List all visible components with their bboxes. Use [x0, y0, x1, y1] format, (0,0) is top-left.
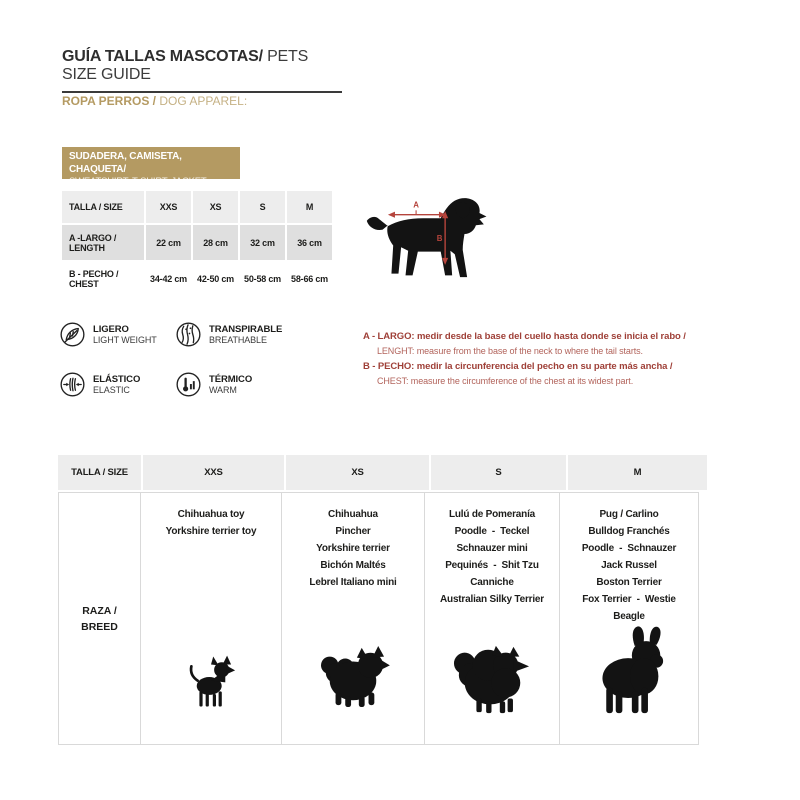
page-title — [62, 48, 342, 93]
breathable-icon — [176, 322, 201, 347]
size-table-cell: 42-50 cm — [193, 262, 238, 296]
note-a-es: A - LARGO: medir desde la base del cuello hasta donde se inicia el rabo / — [363, 331, 686, 342]
elastic-icon — [60, 372, 85, 397]
breed-header-cell: XXS — [143, 455, 284, 490]
feature-label-es: TRANSPIRABLE — [209, 323, 283, 335]
subtitle-en: DOG APPAREL: — [159, 94, 248, 108]
breed-name: Beagle — [613, 611, 645, 622]
breed-name: Lulú de Pomeranía — [448, 509, 536, 520]
size-table-cell: 58-66 cm — [287, 262, 332, 296]
breed-name: Yorkshire terrier — [316, 543, 390, 554]
size-table-row-label: A -LARGO / LENGTH — [62, 225, 144, 260]
breed-name: Bulldog Franchés — [588, 526, 670, 537]
breed-name: Australian Silky Terrier — [440, 594, 544, 605]
breed-cell-s — [425, 492, 560, 745]
note-b-es: B - PECHO: medir la circunferencia del pecho en su parte más ancha / — [363, 361, 673, 372]
breed-name: Yorkshire terrier toy — [165, 526, 257, 537]
french-bulldog-silhouette — [588, 625, 670, 716]
breed-name: Pincher — [335, 526, 371, 537]
feature-label-en: WARM — [209, 384, 237, 395]
breed-table-header — [58, 455, 699, 490]
size-table-header-cell: XXS — [146, 191, 191, 223]
feature-label-en: LIGHT WEIGHT — [93, 334, 157, 345]
breed-row-label: RAZA / BREED — [58, 492, 141, 745]
feature-label-en: BREATHABLE — [209, 334, 267, 345]
breed-name: Poodle - Schnauzer — [581, 543, 677, 554]
feather-icon — [60, 322, 85, 347]
size-table-cell: 50-58 cm — [240, 262, 285, 296]
breed-name: Lebrel Italiano mini — [309, 577, 397, 588]
page-title-es: GUÍA TALLAS MASCOTAS/ — [62, 48, 263, 65]
category-es: SUDADERA, CAMISETA, CHAQUETA/ — [69, 151, 182, 175]
breed-table — [58, 455, 699, 745]
feature-label-es: ELÁSTICO — [93, 373, 141, 385]
breed-header-cell: TALLA / SIZE — [58, 455, 141, 490]
note-a-en: LENGHT: measure from the base of the neck to where the tail starts. — [377, 346, 643, 356]
size-table-cell: 36 cm — [287, 225, 332, 260]
yorkshire-terrier-silhouette — [316, 644, 390, 708]
labrador-silhouette — [358, 196, 490, 295]
measure-label-a: A — [413, 200, 419, 210]
measure-notes — [363, 329, 773, 389]
size-table-cell: 34-42 cm — [146, 262, 191, 296]
breed-name: Pug / Carlino — [599, 509, 659, 520]
feature-elastic — [60, 372, 140, 397]
breed-name: Chihuahua — [328, 509, 378, 520]
measure-arrow-a — [388, 201, 446, 218]
thermometer-icon — [176, 372, 201, 397]
size-table-cell: 22 cm — [146, 225, 191, 260]
breed-cell-xs — [282, 492, 425, 745]
measure-label-b: B — [436, 234, 443, 244]
category-box — [62, 147, 240, 187]
breed-cell-xxs — [141, 492, 282, 745]
breed-cell-m — [560, 492, 699, 745]
size-table-cell: 32 cm — [240, 225, 285, 260]
breed-name: Pequinés - Shit Tzu — [445, 560, 539, 571]
page-title-en: PETS SIZE GUIDE — [62, 48, 309, 83]
feature-warm — [176, 372, 252, 397]
feature-label-en: ELASTIC — [93, 384, 130, 395]
size-table-header-cell: TALLA / SIZE — [62, 191, 144, 223]
feature-breathable — [176, 322, 282, 347]
note-b-en: CHEST: measure the circumference of the chest at its widest part. — [377, 376, 634, 386]
breed-name: Jack Russel — [601, 560, 657, 571]
breed-name: Schnauzer mini — [456, 543, 528, 554]
breed-name: Canniche — [470, 577, 514, 588]
breed-table-body — [58, 492, 699, 745]
category-en: SWEATSHIRT, T-SHIRT, JACKET — [69, 176, 207, 187]
size-table-row-label: B - PECHO / CHEST — [62, 262, 144, 296]
size-table-cell: 28 cm — [193, 225, 238, 260]
size-table-header-cell: XS — [193, 191, 238, 223]
section-subtitle — [62, 92, 247, 110]
feature-lightweight — [60, 322, 157, 347]
breed-name: Poodle - Teckel — [454, 526, 530, 537]
feature-label-es: TÉRMICO — [209, 373, 253, 385]
chihuahua-silhouette — [186, 651, 236, 712]
breed-header-cell: S — [431, 455, 566, 490]
breed-name: Chihuahua toy — [177, 509, 245, 520]
breed-name: Boston Terrier — [596, 577, 662, 588]
size-table — [62, 191, 332, 296]
breed-header-cell: M — [568, 455, 707, 490]
size-table-header-cell: M — [287, 191, 332, 223]
breed-name: Fox Terrier - Westie — [582, 594, 676, 605]
measure-diagram — [358, 196, 490, 300]
feature-label-es: LIGERO — [93, 323, 129, 335]
breed-header-cell: XS — [286, 455, 429, 490]
subtitle-es: ROPA PERROS / — [62, 94, 160, 108]
breed-name: Bichón Maltés — [320, 560, 386, 571]
size-table-header-cell: S — [240, 191, 285, 223]
pomeranian-silhouette — [449, 640, 535, 718]
